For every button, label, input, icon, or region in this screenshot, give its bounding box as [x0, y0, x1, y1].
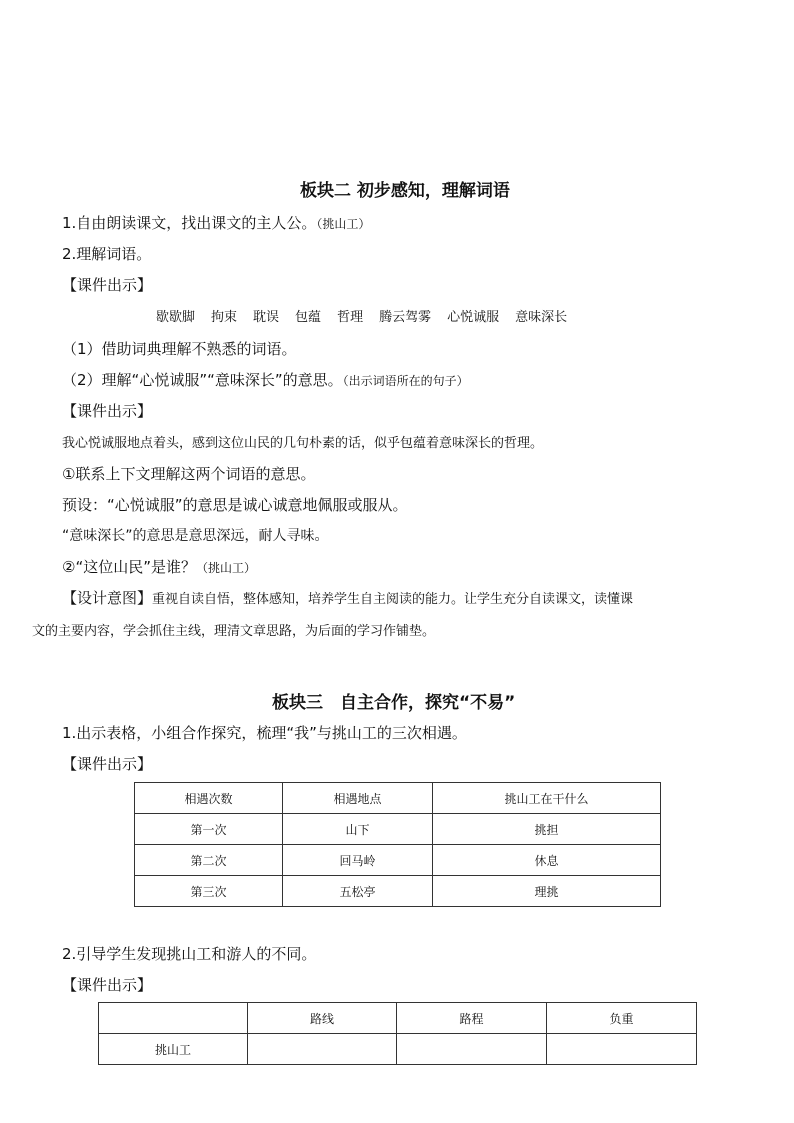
table-row	[99, 1034, 697, 1065]
table-cell	[547, 1034, 697, 1065]
table-row	[135, 845, 661, 876]
quote-sentence: 我心悦诚服地点着头，感到这位山民的几句朴素的话，似乎包蕴着意味深长的哲理。	[62, 436, 544, 451]
table-row	[135, 876, 661, 907]
encounter-table	[134, 782, 661, 907]
section3-title: 板块三 自主合作，探究“不易”	[272, 693, 516, 713]
comparison-table	[98, 1002, 697, 1065]
section3-item2: 2.引导学生发现挑山工和游人的不同。	[62, 945, 317, 963]
courseware-label-1: 【课件出示】	[62, 276, 153, 294]
sub-item-2	[62, 369, 469, 390]
question-2-main: ②“这位山民”是谁？	[62, 558, 196, 576]
vocab-word: 腾云驾雾	[379, 310, 432, 325]
section3-item1: 1.出示表格，小组合作探究，梳理“我”与挑山工的三次相遇。	[62, 724, 467, 742]
table-header-cell: 相遇次数	[135, 783, 283, 814]
question-1: ①联系上下文理解这两个词语的意思。	[62, 465, 316, 483]
table-header-row	[135, 783, 661, 814]
vocab-word: 意味深长	[515, 310, 568, 325]
sub2-note: （出示词语所在的句子）	[342, 374, 469, 388]
table-header-cell: 挑山工在干什么	[433, 783, 661, 814]
table-header-cell	[99, 1003, 248, 1034]
table-cell: 第二次	[135, 845, 283, 876]
vocab-word: 包蕴	[295, 310, 322, 325]
table-cell: 回马岭	[283, 845, 433, 876]
courseware-label-2: 【课件出示】	[62, 402, 153, 420]
item1-main: 1.自由朗读课文，找出课文的主人公。	[62, 214, 317, 232]
table-header-row	[99, 1003, 697, 1034]
sub2-main: （2）理解“心悦诚服”“意味深长”的意思。	[62, 371, 343, 389]
vocab-word: 耽误	[253, 310, 280, 325]
courseware-label-4: 【课件出示】	[62, 976, 153, 994]
table-cell	[248, 1034, 397, 1065]
design-intent-line1: 重视自读自悟，整体感知，培养学生自主阅读的能力。让学生充分自读课文，读懂课	[152, 592, 634, 607]
table-header-cell: 路程	[397, 1003, 547, 1034]
table-cell	[397, 1034, 547, 1065]
preset-1: 预设：“心悦诚服”的意思是诚心诚意地佩服或服从。	[62, 496, 408, 514]
section2-item1	[62, 212, 370, 233]
vocab-word: 哲理	[337, 310, 364, 325]
table-cell: 五松亭	[283, 876, 433, 907]
table-cell: 第一次	[135, 814, 283, 845]
table-cell: 休息	[433, 845, 661, 876]
table-header-cell: 路线	[248, 1003, 397, 1034]
question-2	[62, 556, 256, 577]
vocab-word: 拘束	[211, 310, 238, 325]
courseware-label-3: 【课件出示】	[62, 755, 153, 773]
table-cell: 第三次	[135, 876, 283, 907]
table-cell: 理挑	[433, 876, 661, 907]
table-header-cell: 负重	[547, 1003, 697, 1034]
vocab-word: 歇歇脚	[156, 310, 196, 325]
preset-2: “意味深长”的意思是意思深远，耐人寻味。	[62, 528, 329, 544]
table-cell: 山下	[283, 814, 433, 845]
table-header-cell: 相遇地点	[283, 783, 433, 814]
item1-note: （挑山工）	[316, 217, 371, 231]
table-cell: 挑山工	[99, 1034, 248, 1065]
table-row	[135, 814, 661, 845]
vocab-words	[156, 306, 567, 325]
table-cell: 挑担	[433, 814, 661, 845]
design-intent-line2: 文的主要内容，学会抓住主线，理清文章思路，为后面的学习作铺垫。	[32, 624, 436, 639]
section2-title: 板块二 初步感知，理解词语	[300, 181, 510, 201]
design-intent	[62, 587, 633, 608]
question-2-note: （挑山工）	[196, 561, 257, 575]
design-intent-label: 【设计意图】	[62, 589, 153, 607]
section2-item2: 2.理解词语。	[62, 245, 152, 263]
sub-item-1: （1）借助词典理解不熟悉的词语。	[62, 340, 297, 358]
vocab-word: 心悦诚服	[447, 310, 500, 325]
